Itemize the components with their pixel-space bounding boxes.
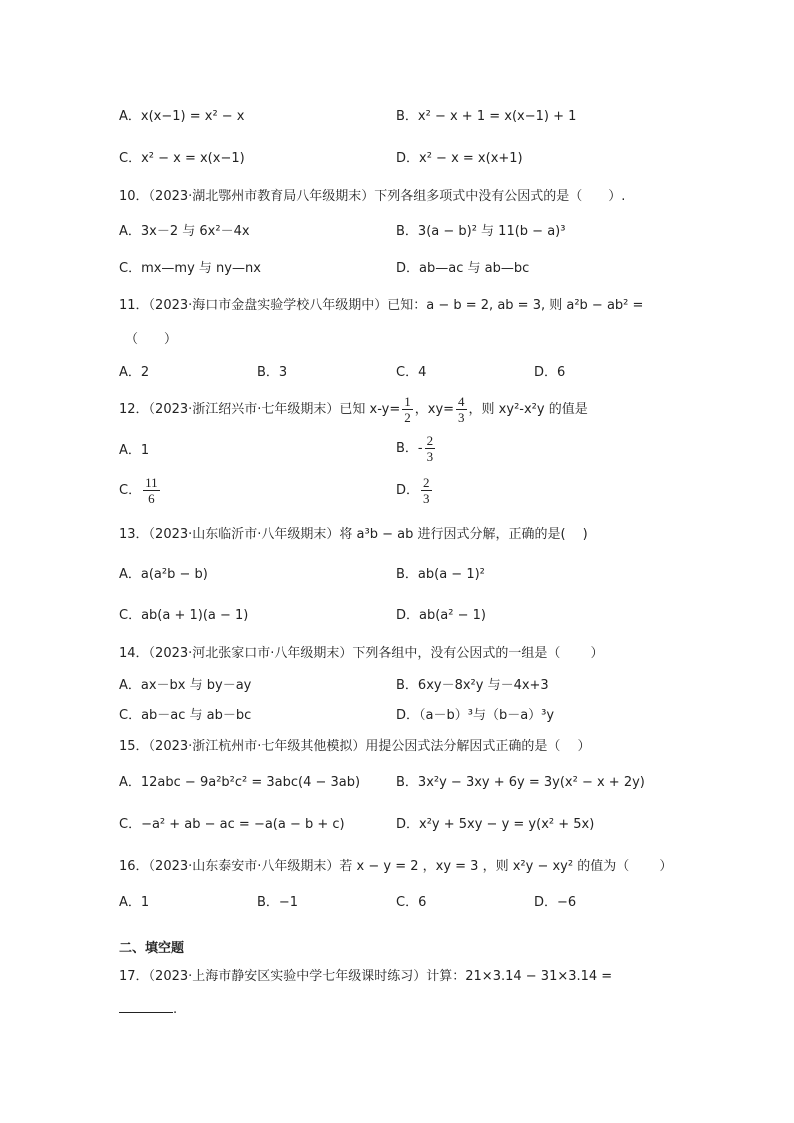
q15-option-c: C．−a² + ab − ac = −a(a − b + c) — [119, 817, 345, 832]
q13-option-b: B．ab(a − 1)² — [396, 567, 485, 582]
q11-stem: 11．（2023·海口市金盘实验学校八年级期中）已知：a − b = 2, ab = 3, 则 a²b − ab² = — [119, 298, 644, 313]
q12-option-d — [396, 474, 434, 508]
q17-stem: 17．（2023·上海市静安区实验中学七年级课时练习）计算：21×3.14 − 31×3.14 = — [119, 969, 613, 984]
q13-stem: 13．（2023·山东临沂市·八年级期末）将 a³b − ab 进行因式分解，正确的是( ) — [119, 527, 588, 542]
q12-option-c — [119, 474, 162, 508]
q12-option-c-fraction — [143, 475, 160, 506]
q17-answer-line — [119, 1000, 177, 1019]
q12-fraction-1-numerator: 1 — [404, 394, 411, 409]
q10-option-b: B．3(a − b)² 与 11(b − a)³ — [396, 224, 566, 239]
q12-fraction-2-denominator: 3 — [458, 410, 465, 425]
q11-option-b: B．3 — [257, 365, 288, 380]
q14-stem: 14．（2023·河北张家口市·八年级期末）下列各组中，没有公因式的一组是（ ） — [119, 646, 604, 661]
q14-option-d: D．（a－b）³与（b－a）³y — [396, 708, 555, 723]
q14-option-b: B．6xy－8x²y 与－4x+3 — [396, 678, 549, 693]
q10-option-c: C．mx—my 与 ny—nx — [119, 261, 261, 276]
q12-option-b-numerator: 2 — [426, 433, 434, 448]
q12-option-c-denominator: 6 — [148, 491, 155, 506]
q12-option-c-numerator: 11 — [145, 475, 158, 490]
q17-answer-blank[interactable] — [119, 1000, 173, 1013]
q9-option-d: D．x² − x = x(x+1) — [396, 151, 523, 166]
q12-stem-suffix: ，则 xy²-x²y 的值是 — [468, 402, 588, 417]
q12-option-b-label: B．- — [396, 441, 423, 456]
q12-option-b — [396, 432, 437, 466]
q14-option-c: C．ab－ac 与 ab－bc — [119, 708, 252, 723]
q12-stem-middle: ，xy= — [414, 402, 455, 417]
q12-stem — [119, 393, 588, 427]
q15-option-b: B．3x²y − 3xy + 6y = 3y(x² − x + 2y) — [396, 775, 645, 790]
q16-option-b: B．−1 — [257, 895, 299, 910]
q12-option-c-label: C． — [119, 483, 142, 498]
q10-option-d: D．ab—ac 与 ab—bc — [396, 261, 530, 276]
q11-answer-paren: （ ） — [125, 332, 178, 347]
q11-option-c: C．4 — [396, 365, 427, 380]
q16-option-d: D．−6 — [534, 895, 577, 910]
section-heading-fill-in: 二、填空题 — [119, 941, 185, 956]
q12-option-b-denominator: 3 — [426, 449, 434, 464]
q12-option-d-numerator: 2 — [423, 475, 430, 490]
q15-option-a: A．12abc − 9a²b²c² = 3abc(4 − 3ab) — [119, 775, 361, 790]
q16-option-c: C．6 — [396, 895, 427, 910]
q12-option-d-fraction — [421, 475, 432, 506]
q9-option-a: A．x(x−1) = x² − x — [119, 109, 245, 124]
q12-stem-prefix: 12．（2023·浙江绍兴市·七年级期末）已知 x-y= — [119, 402, 401, 417]
q15-stem: 15．（2023·浙江杭州市·七年级其他模拟）用提公因式法分解因式正确的是（ ） — [119, 739, 591, 754]
q14-option-a: A．ax－bx 与 by－ay — [119, 678, 252, 693]
q9-option-c: C．x² − x = x(x−1) — [119, 151, 245, 166]
q16-stem: 16．（2023·山东泰安市·八年级期末）若 x − y = 2 ，xy = 3 ，则 x²y − xy² 的值为（ ） — [119, 859, 673, 874]
q11-option-d: D．6 — [534, 365, 566, 380]
q12-option-b-fraction — [425, 433, 436, 464]
q9-option-b: B．x² − x + 1 = x(x−1) + 1 — [396, 109, 577, 124]
q12-fraction-2-numerator: 4 — [458, 394, 465, 409]
q13-option-a: A．a(a²b − b) — [119, 567, 208, 582]
q12-option-d-denominator: 3 — [423, 491, 430, 506]
q12-fraction-2 — [456, 394, 467, 425]
q11-option-a: A．2 — [119, 365, 150, 380]
q17-period: . — [173, 1002, 178, 1017]
q15-option-d: D．x²y + 5xy − y = y(x² + 5x) — [396, 817, 595, 832]
q13-option-c: C．ab(a + 1)(a − 1) — [119, 608, 249, 623]
q13-option-d: D．ab(a² − 1) — [396, 608, 486, 623]
q12-fraction-1-denominator: 2 — [404, 410, 411, 425]
q12-fraction-1 — [402, 394, 413, 425]
q12-option-d-label: D． — [396, 483, 420, 498]
q16-option-a: A．1 — [119, 895, 150, 910]
q10-option-a: A．3x－2 与 6x²－4x — [119, 224, 250, 239]
q12-option-a: A．1 — [119, 443, 150, 458]
q10-stem: 10．（2023·湖北鄂州市教育局八年级期末）下列各组多项式中没有公因式的是（ ）. — [119, 189, 626, 204]
